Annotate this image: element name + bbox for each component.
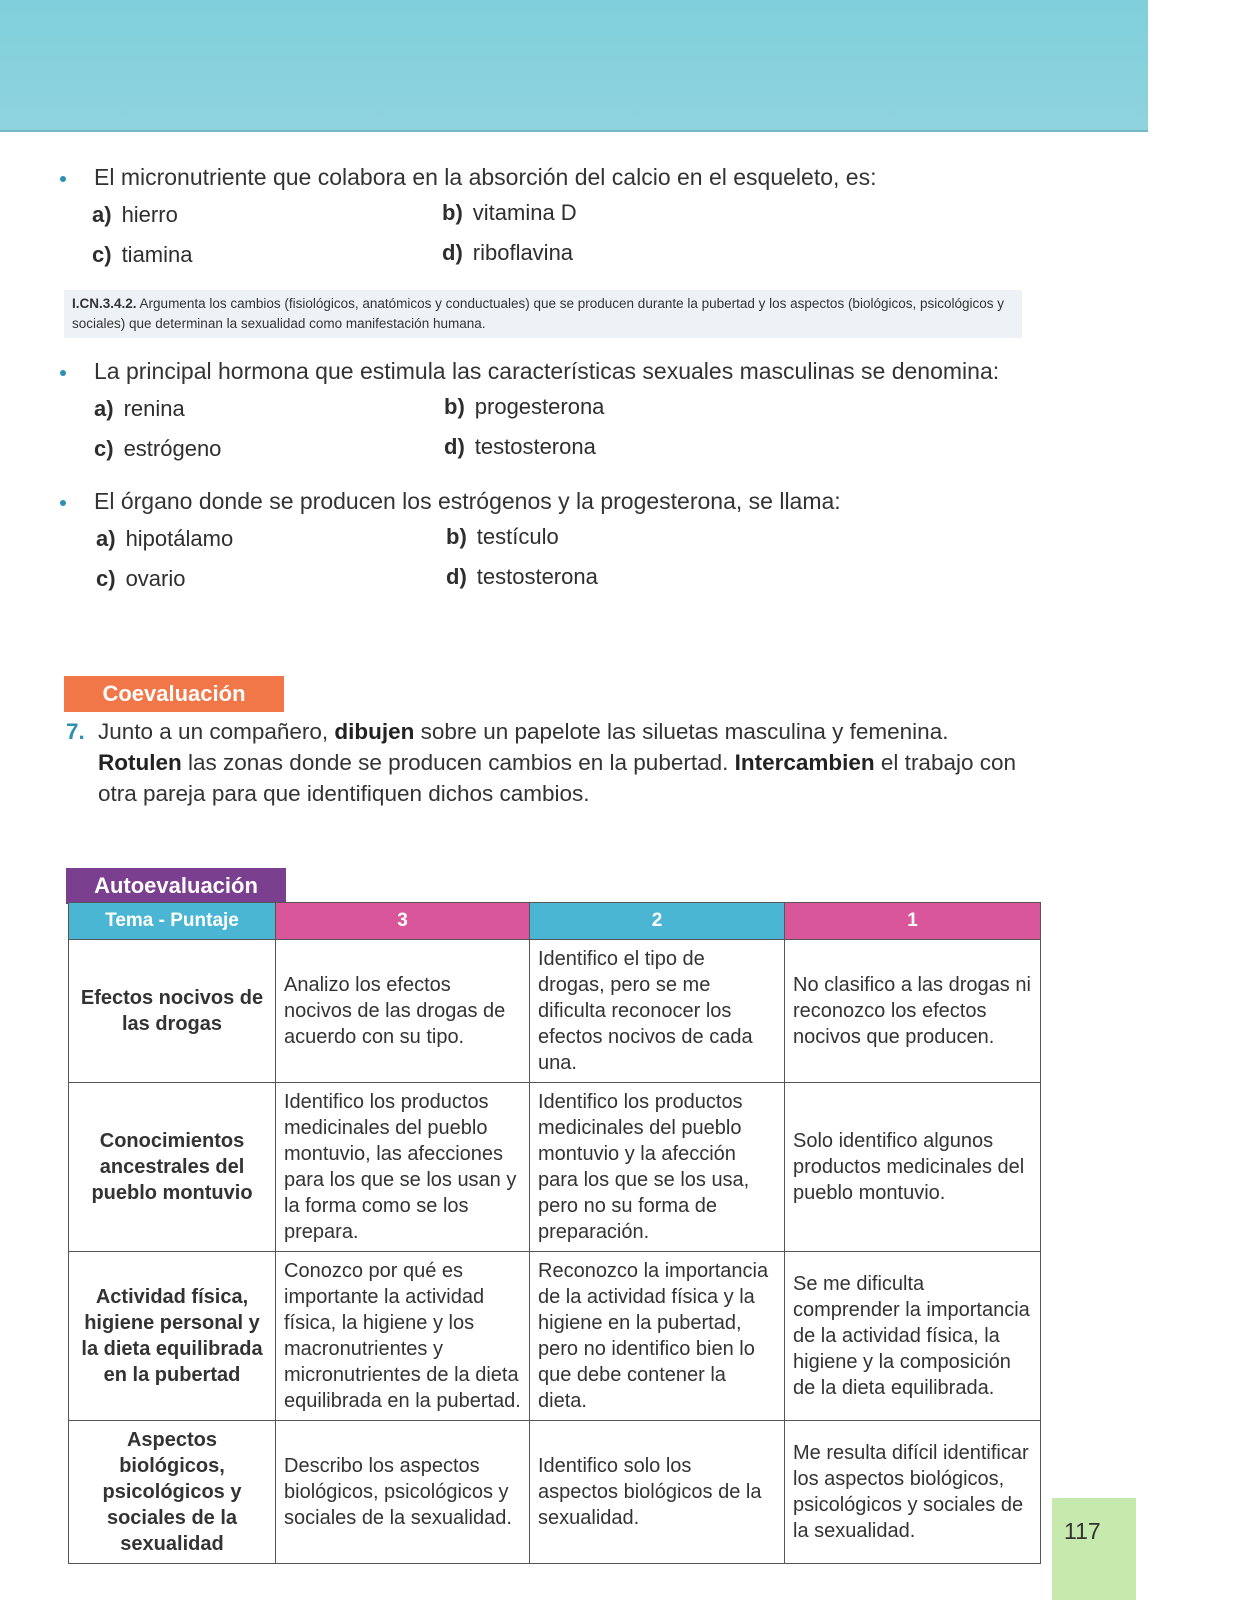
header-score-1: 1: [785, 903, 1041, 940]
option: a) renina: [94, 396, 185, 421]
activity-text: Junto a un compañero, dibujen sobre un papelote las siluetas masculina y femenina. Rotulen las zonas donde se producen cambios en la pubertad. Intercambien el trabajo con otra pareja para que identifiquen dichos cambios.: [98, 719, 1017, 806]
table-row: [69, 940, 1041, 1083]
bullet-icon: [60, 176, 66, 182]
indicator-text: Argumenta los cambios (fisiológicos, anatómicos y conductuales) que se producen durante la pubertad y los aspectos (biológicos, psicológicos y sociales) que determinan la sexualidad como manifestación humana.: [72, 296, 1005, 331]
option: a) hipotálamo: [96, 526, 234, 551]
topic-cell: Conocimientos ancestrales del pueblo montuvio: [69, 1083, 276, 1252]
score-1-cell: Me resulta difícil identificar los aspectos biológicos, psicológicos y sociales de la sexualidad.: [785, 1421, 1041, 1564]
header-tema: Tema - Puntaje: [69, 903, 276, 940]
question-stem: El micronutriente que colabora en la absorción del calcio en el esqueleto, es:: [94, 164, 877, 190]
question-stem: El órgano donde se producen los estrógenos y la progesterona, se llama:: [94, 488, 841, 514]
score-2-cell: Identifico solo los aspectos biológicos de la sexualidad.: [530, 1421, 785, 1564]
bullet-icon: [60, 500, 66, 506]
table-row: [69, 1083, 1041, 1252]
page-number: 117: [1052, 1498, 1136, 1600]
score-3-cell: Describo los aspectos biológicos, psicológicos y sociales de la sexualidad.: [276, 1421, 530, 1564]
option: d) testosterona: [444, 434, 596, 459]
option: b) testículo: [446, 524, 559, 549]
option: c) tiamina: [92, 242, 193, 267]
option: d) testosterona: [446, 564, 598, 589]
autoevaluacion-badge: Autoevaluación: [66, 868, 286, 904]
rubric-table: [68, 902, 1041, 1564]
indicator-box: [64, 290, 1022, 338]
topic-cell: Efectos nocivos de las drogas: [69, 940, 276, 1083]
table-row: [69, 1252, 1041, 1421]
option: a) hierro: [92, 202, 178, 227]
topic-cell: Actividad física, higiene personal y la dieta equilibrada en la pubertad: [69, 1252, 276, 1421]
score-1-cell: Se me dificulta comprender la importancia de la actividad física, la higiene y la composición de la dieta equilibrada.: [785, 1252, 1041, 1421]
table-row: [69, 1421, 1041, 1564]
option: b) vitamina D: [442, 200, 577, 225]
score-2-cell: Reconozco la importancia de la actividad física y la higiene en la pubertad, pero no identifico bien lo que debe contener la dieta.: [530, 1252, 785, 1421]
activity-number: 7.: [66, 719, 85, 744]
header-band: [0, 0, 1148, 132]
score-3-cell: Analizo los efectos nocivos de las drogas de acuerdo con su tipo.: [276, 940, 530, 1083]
score-1-cell: No clasifico a las drogas ni reconozco los efectos nocivos que producen.: [785, 940, 1041, 1083]
score-3-cell: Identifico los productos medicinales del pueblo montuvio, las afecciones para los que se los usan y la forma como se los prepara.: [276, 1083, 530, 1252]
bullet-icon: [60, 370, 66, 376]
score-2-cell: Identifico el tipo de drogas, pero se me dificulta reconocer los efectos nocivos de cada una.: [530, 940, 785, 1083]
topic-cell: Aspectos biológicos, psicológicos y sociales de la sexualidad: [69, 1421, 276, 1564]
score-3-cell: Conozco por qué es importante la actividad física, la higiene y los macronutrientes y micronutrientes de la dieta equilibrada en la pubertad.: [276, 1252, 530, 1421]
activity-7: [66, 716, 1026, 809]
option: d) riboflavina: [442, 240, 574, 265]
option: c) estrógeno: [94, 436, 222, 461]
option: b) progesterona: [444, 394, 605, 419]
page-margin: [1148, 0, 1236, 1600]
question-stem: La principal hormona que estimula las características sexuales masculinas se denomina:: [94, 358, 1000, 384]
score-2-cell: Identifico los productos medicinales del pueblo montuvio y la afección para los que se los usa, pero no su forma de preparación.: [530, 1083, 785, 1252]
header-score-3: 3: [276, 903, 530, 940]
score-1-cell: Solo identifico algunos productos medicinales del pueblo montuvio.: [785, 1083, 1041, 1252]
option: c) ovario: [96, 566, 186, 591]
table-header-row: [69, 903, 1041, 940]
coevaluacion-badge: Coevaluación: [64, 676, 284, 712]
indicator-code: I.CN.3.4.2.: [72, 296, 137, 311]
header-score-2: 2: [530, 903, 785, 940]
